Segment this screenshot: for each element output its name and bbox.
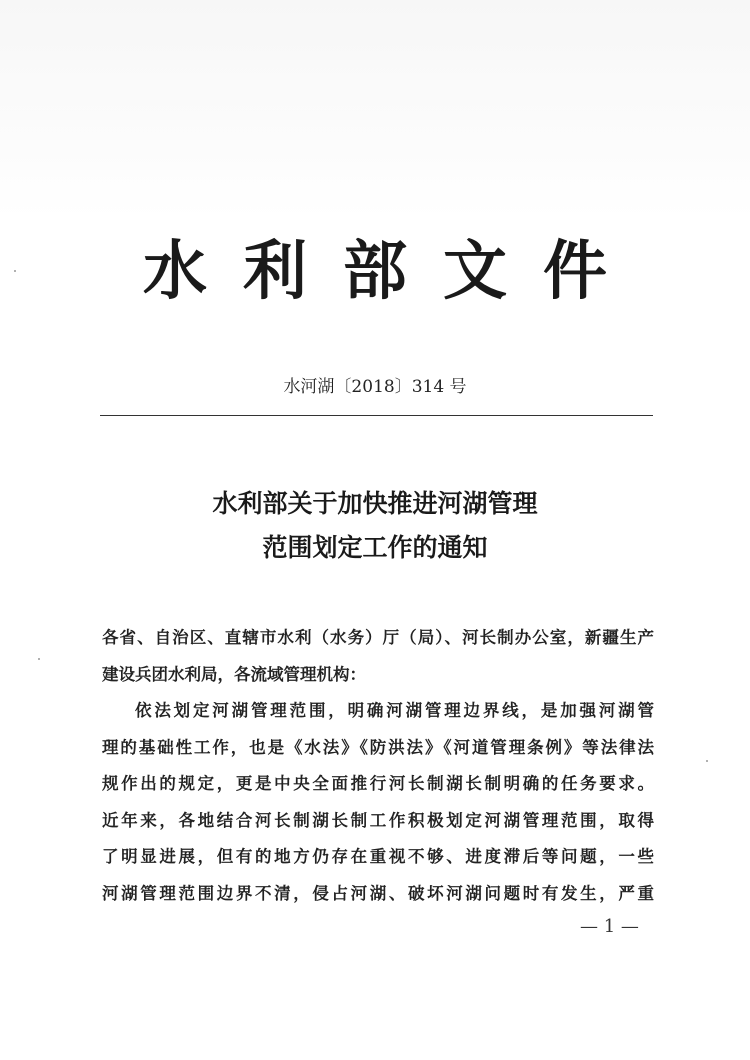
scan-speck (14, 270, 16, 272)
body-line: 规作出的规定，更是中央全面推行河长制湖长制明确的任务要求。 (102, 774, 654, 793)
document-number: 水河湖〔2018〕314 号 (283, 377, 467, 397)
notice-title-line: 水利部关于加快推进河湖管理 (212, 489, 538, 518)
document-header-title: 水利部文件 (143, 234, 643, 309)
header-divider (100, 415, 653, 416)
body-text (102, 620, 654, 912)
body-line: 近年来，各地结合河长制湖长制工作积极划定河湖管理范围，取得 (102, 810, 654, 830)
body-line-addressee: 建设兵团水利局，各流域管理机构： (102, 664, 366, 684)
body-line: 了明显进展，但有的地方仍存在重视不够、进度滞后等问题，一些 (102, 847, 654, 866)
notice-title (0, 482, 750, 570)
scan-speck (706, 760, 708, 762)
page-number: — 1 — (580, 916, 639, 937)
body-line: 依法划定河湖管理范围，明确河湖管理边界线，是加强河湖管 (135, 701, 654, 720)
body-line-addressee: 各省、自治区、直辖市水利（水务）厅（局）、河长制办公室，新疆生产 (102, 628, 654, 647)
scan-speck (38, 658, 40, 660)
body-line: 理的基础性工作，也是《水法》《防洪法》《河道管理条例》等法律法 (102, 737, 654, 757)
body-line: 河湖管理范围边界不清，侵占河湖、破坏河湖问题时有发生，严重 (102, 883, 654, 903)
notice-title-line: 范围划定工作的通知 (262, 533, 488, 562)
